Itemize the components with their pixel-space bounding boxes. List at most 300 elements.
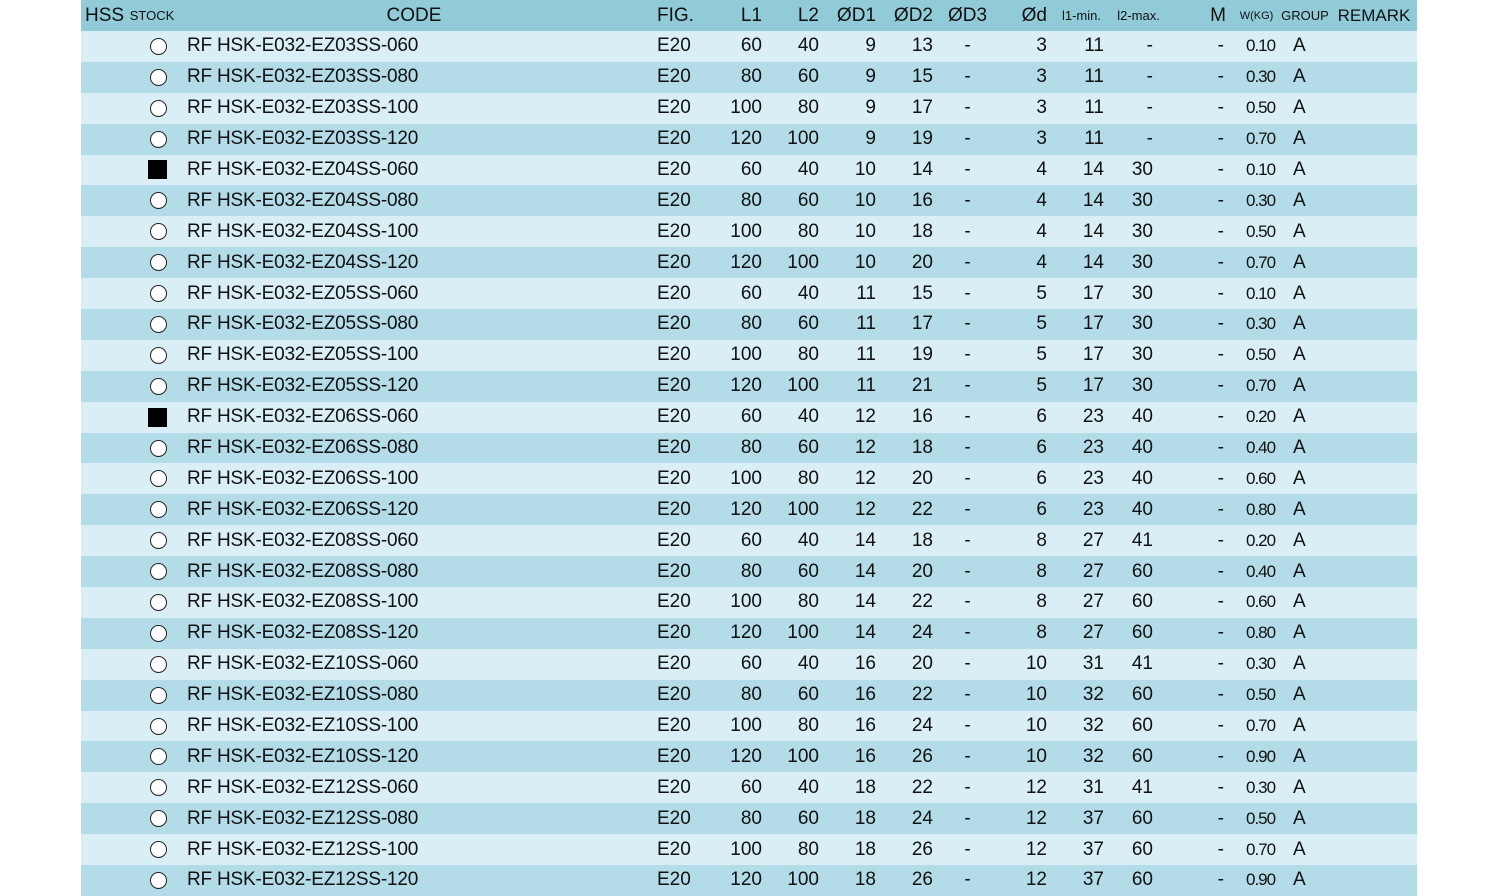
cell-l2-max: 41 xyxy=(1110,772,1167,803)
table-row xyxy=(81,463,1417,494)
cell-l1: 100 xyxy=(713,463,768,494)
cell-code: RF HSK-E032-EZ05SS-120 xyxy=(177,371,651,402)
cell-group: A xyxy=(1279,834,1331,865)
cell-l1: 60 xyxy=(713,772,768,803)
cell-d1: 18 xyxy=(825,865,882,896)
cell-l2-max: 60 xyxy=(1110,803,1167,834)
cell-d3: - xyxy=(939,865,996,896)
cell-l1: 80 xyxy=(713,62,768,93)
cell-d1: 9 xyxy=(825,93,882,124)
cell-d1: 16 xyxy=(825,741,882,772)
cell-d2: 21 xyxy=(882,371,939,402)
cell-l1: 80 xyxy=(713,803,768,834)
cell-d3: - xyxy=(939,525,996,556)
cell-d3: - xyxy=(939,185,996,216)
cell-remark xyxy=(1331,402,1417,433)
cell-weight: 0.30 xyxy=(1234,309,1279,340)
cell-l2: 80 xyxy=(768,711,825,742)
cell-l2-max: 60 xyxy=(1110,865,1167,896)
cell-l1-min: 32 xyxy=(1053,711,1110,742)
header-d: Ød xyxy=(996,0,1053,31)
table-row xyxy=(81,865,1417,896)
cell-fig: E20 xyxy=(651,834,713,865)
cell-l2: 40 xyxy=(768,402,825,433)
stock-circle-icon xyxy=(150,192,167,209)
cell-l1-min: 11 xyxy=(1053,93,1110,124)
table-body xyxy=(81,31,1417,896)
table-row xyxy=(81,680,1417,711)
cell-d2: 18 xyxy=(882,525,939,556)
cell-hss xyxy=(81,247,127,278)
cell-d3: - xyxy=(939,247,996,278)
cell-d2: 26 xyxy=(882,834,939,865)
cell-m: - xyxy=(1167,741,1234,772)
cell-l2: 60 xyxy=(768,556,825,587)
cell-remark xyxy=(1331,155,1417,186)
stock-circle-icon xyxy=(150,748,167,765)
stock-circle-icon xyxy=(150,718,167,735)
cell-weight: 0.80 xyxy=(1234,494,1279,525)
cell-d2: 20 xyxy=(882,649,939,680)
cell-weight: 0.10 xyxy=(1234,278,1279,309)
cell-m: - xyxy=(1167,185,1234,216)
header-l2: L2 xyxy=(768,0,825,31)
cell-l2-max: 30 xyxy=(1110,340,1167,371)
cell-d3: - xyxy=(939,62,996,93)
cell-l2-max: - xyxy=(1110,62,1167,93)
cell-d1: 11 xyxy=(825,309,882,340)
cell-group: A xyxy=(1279,494,1331,525)
cell-hss xyxy=(81,680,127,711)
cell-code: RF HSK-E032-EZ06SS-060 xyxy=(177,402,651,433)
cell-group: A xyxy=(1279,772,1331,803)
cell-l2: 40 xyxy=(768,278,825,309)
cell-m: - xyxy=(1167,834,1234,865)
cell-group: A xyxy=(1279,525,1331,556)
cell-l1-min: 14 xyxy=(1053,155,1110,186)
stock-square-icon xyxy=(148,160,167,179)
cell-remark xyxy=(1331,185,1417,216)
cell-code: RF HSK-E032-EZ12SS-060 xyxy=(177,772,651,803)
cell-l1-min: 17 xyxy=(1053,278,1110,309)
cell-fig: E20 xyxy=(651,155,713,186)
stock-circle-icon xyxy=(150,872,167,889)
cell-stock xyxy=(127,402,177,433)
cell-l1-min: 31 xyxy=(1053,772,1110,803)
cell-fig: E20 xyxy=(651,525,713,556)
cell-group: A xyxy=(1279,741,1331,772)
cell-remark xyxy=(1331,247,1417,278)
table-header xyxy=(81,0,1417,31)
cell-d3: - xyxy=(939,803,996,834)
cell-m: - xyxy=(1167,865,1234,896)
cell-stock xyxy=(127,31,177,62)
cell-l2: 40 xyxy=(768,155,825,186)
cell-weight: 0.70 xyxy=(1234,711,1279,742)
stock-circle-icon xyxy=(150,440,167,457)
cell-l1-min: 17 xyxy=(1053,371,1110,402)
cell-stock xyxy=(127,93,177,124)
cell-weight: 0.70 xyxy=(1234,834,1279,865)
cell-weight: 0.70 xyxy=(1234,124,1279,155)
cell-hss xyxy=(81,216,127,247)
cell-l2-max: 40 xyxy=(1110,433,1167,464)
cell-weight: 0.30 xyxy=(1234,185,1279,216)
cell-weight: 0.90 xyxy=(1234,741,1279,772)
cell-weight: 0.40 xyxy=(1234,556,1279,587)
cell-fig: E20 xyxy=(651,711,713,742)
cell-hss xyxy=(81,31,127,62)
cell-stock xyxy=(127,185,177,216)
cell-d1: 9 xyxy=(825,124,882,155)
cell-fig: E20 xyxy=(651,772,713,803)
cell-hss xyxy=(81,741,127,772)
cell-code: RF HSK-E032-EZ08SS-120 xyxy=(177,618,651,649)
cell-group: A xyxy=(1279,556,1331,587)
cell-l1-min: 37 xyxy=(1053,834,1110,865)
cell-weight: 0.20 xyxy=(1234,402,1279,433)
cell-stock xyxy=(127,618,177,649)
cell-d2: 22 xyxy=(882,772,939,803)
stock-circle-icon xyxy=(150,316,167,333)
header-remark: REMARK xyxy=(1331,0,1417,31)
cell-weight: 0.70 xyxy=(1234,371,1279,402)
stock-circle-icon xyxy=(150,223,167,240)
cell-remark xyxy=(1331,649,1417,680)
cell-d: 3 xyxy=(996,62,1053,93)
cell-d: 12 xyxy=(996,834,1053,865)
table-row xyxy=(81,402,1417,433)
cell-d2: 26 xyxy=(882,865,939,896)
cell-weight: 0.50 xyxy=(1234,803,1279,834)
cell-stock xyxy=(127,741,177,772)
cell-l2: 60 xyxy=(768,433,825,464)
cell-code: RF HSK-E032-EZ04SS-060 xyxy=(177,155,651,186)
cell-weight: 0.90 xyxy=(1234,865,1279,896)
cell-code: RF HSK-E032-EZ03SS-120 xyxy=(177,124,651,155)
header-group: GROUP xyxy=(1279,0,1331,31)
cell-d3: - xyxy=(939,618,996,649)
cell-l2-max: - xyxy=(1110,31,1167,62)
cell-hss xyxy=(81,124,127,155)
cell-d1: 16 xyxy=(825,649,882,680)
cell-code: RF HSK-E032-EZ10SS-060 xyxy=(177,649,651,680)
cell-l1: 120 xyxy=(713,494,768,525)
cell-d2: 15 xyxy=(882,278,939,309)
cell-l2-max: 60 xyxy=(1110,587,1167,618)
cell-l1: 100 xyxy=(713,711,768,742)
cell-d3: - xyxy=(939,463,996,494)
cell-d3: - xyxy=(939,741,996,772)
cell-d: 5 xyxy=(996,371,1053,402)
cell-d2: 24 xyxy=(882,618,939,649)
cell-stock xyxy=(127,371,177,402)
stock-circle-icon xyxy=(150,625,167,642)
header-l1-min: l1-min. xyxy=(1053,0,1110,31)
cell-group: A xyxy=(1279,124,1331,155)
cell-fig: E20 xyxy=(651,741,713,772)
cell-weight: 0.30 xyxy=(1234,649,1279,680)
table-row xyxy=(81,247,1417,278)
cell-remark xyxy=(1331,865,1417,896)
cell-d1: 12 xyxy=(825,433,882,464)
cell-hss xyxy=(81,371,127,402)
cell-stock xyxy=(127,525,177,556)
cell-remark xyxy=(1331,216,1417,247)
cell-weight: 0.50 xyxy=(1234,340,1279,371)
header-weight: W(KG) xyxy=(1234,0,1279,31)
table-row xyxy=(81,834,1417,865)
cell-d1: 12 xyxy=(825,402,882,433)
cell-l1: 100 xyxy=(713,216,768,247)
table-row xyxy=(81,93,1417,124)
cell-d: 4 xyxy=(996,247,1053,278)
cell-hss xyxy=(81,185,127,216)
cell-m: - xyxy=(1167,31,1234,62)
cell-l2-max: 60 xyxy=(1110,556,1167,587)
stock-circle-icon xyxy=(150,347,167,364)
cell-d: 10 xyxy=(996,680,1053,711)
cell-code: RF HSK-E032-EZ12SS-100 xyxy=(177,834,651,865)
cell-group: A xyxy=(1279,93,1331,124)
cell-l1-min: 17 xyxy=(1053,309,1110,340)
cell-d3: - xyxy=(939,309,996,340)
cell-d2: 16 xyxy=(882,185,939,216)
stock-circle-icon xyxy=(150,131,167,148)
cell-weight: 0.30 xyxy=(1234,772,1279,803)
cell-hss xyxy=(81,711,127,742)
cell-remark xyxy=(1331,834,1417,865)
cell-hss xyxy=(81,525,127,556)
cell-m: - xyxy=(1167,155,1234,186)
cell-d1: 10 xyxy=(825,216,882,247)
cell-fig: E20 xyxy=(651,649,713,680)
cell-l2-max: 60 xyxy=(1110,618,1167,649)
cell-l1: 120 xyxy=(713,124,768,155)
header-row xyxy=(81,0,1417,31)
cell-l1: 120 xyxy=(713,618,768,649)
cell-code: RF HSK-E032-EZ05SS-080 xyxy=(177,309,651,340)
cell-stock xyxy=(127,834,177,865)
cell-d: 8 xyxy=(996,556,1053,587)
stock-circle-icon xyxy=(150,687,167,704)
cell-fig: E20 xyxy=(651,803,713,834)
cell-d2: 22 xyxy=(882,680,939,711)
cell-d2: 22 xyxy=(882,494,939,525)
cell-code: RF HSK-E032-EZ12SS-080 xyxy=(177,803,651,834)
cell-weight: 0.10 xyxy=(1234,155,1279,186)
stock-circle-icon xyxy=(150,378,167,395)
cell-d1: 9 xyxy=(825,31,882,62)
cell-d: 8 xyxy=(996,587,1053,618)
cell-stock xyxy=(127,340,177,371)
cell-d3: - xyxy=(939,433,996,464)
cell-remark xyxy=(1331,463,1417,494)
cell-group: A xyxy=(1279,587,1331,618)
table-row xyxy=(81,556,1417,587)
header-fig: FIG. xyxy=(651,0,713,31)
cell-d: 5 xyxy=(996,278,1053,309)
cell-code: RF HSK-E032-EZ12SS-120 xyxy=(177,865,651,896)
cell-l1: 80 xyxy=(713,309,768,340)
header-l2-max: l2-max. xyxy=(1110,0,1167,31)
cell-l2-max: 30 xyxy=(1110,371,1167,402)
cell-stock xyxy=(127,247,177,278)
cell-weight: 0.60 xyxy=(1234,587,1279,618)
table-row xyxy=(81,618,1417,649)
cell-weight: 0.20 xyxy=(1234,525,1279,556)
cell-remark xyxy=(1331,62,1417,93)
cell-stock xyxy=(127,587,177,618)
cell-m: - xyxy=(1167,556,1234,587)
header-l1: L1 xyxy=(713,0,768,31)
cell-code: RF HSK-E032-EZ03SS-060 xyxy=(177,31,651,62)
stock-circle-icon xyxy=(150,501,167,518)
cell-d1: 14 xyxy=(825,618,882,649)
cell-remark xyxy=(1331,93,1417,124)
cell-m: - xyxy=(1167,247,1234,278)
table-row xyxy=(81,371,1417,402)
cell-hss xyxy=(81,433,127,464)
cell-l2: 100 xyxy=(768,494,825,525)
cell-fig: E20 xyxy=(651,278,713,309)
cell-fig: E20 xyxy=(651,556,713,587)
table-row xyxy=(81,803,1417,834)
cell-remark xyxy=(1331,309,1417,340)
cell-l1: 60 xyxy=(713,525,768,556)
cell-d1: 11 xyxy=(825,278,882,309)
cell-l1: 80 xyxy=(713,556,768,587)
cell-l2: 100 xyxy=(768,865,825,896)
table-row xyxy=(81,155,1417,186)
cell-l1: 120 xyxy=(713,371,768,402)
cell-stock xyxy=(127,216,177,247)
cell-hss xyxy=(81,556,127,587)
cell-l1: 60 xyxy=(713,402,768,433)
cell-d: 6 xyxy=(996,463,1053,494)
cell-l2: 80 xyxy=(768,834,825,865)
cell-fig: E20 xyxy=(651,340,713,371)
cell-fig: E20 xyxy=(651,185,713,216)
cell-l1-min: 14 xyxy=(1053,185,1110,216)
cell-group: A xyxy=(1279,433,1331,464)
cell-d2: 26 xyxy=(882,741,939,772)
cell-d3: - xyxy=(939,772,996,803)
cell-m: - xyxy=(1167,711,1234,742)
cell-l1: 80 xyxy=(713,185,768,216)
cell-remark xyxy=(1331,587,1417,618)
cell-code: RF HSK-E032-EZ05SS-100 xyxy=(177,340,651,371)
cell-d1: 18 xyxy=(825,834,882,865)
cell-l1-min: 23 xyxy=(1053,494,1110,525)
cell-d2: 14 xyxy=(882,155,939,186)
cell-stock xyxy=(127,155,177,186)
cell-l1: 60 xyxy=(713,649,768,680)
cell-d3: - xyxy=(939,31,996,62)
cell-remark xyxy=(1331,371,1417,402)
cell-d1: 16 xyxy=(825,711,882,742)
cell-d: 4 xyxy=(996,216,1053,247)
cell-code: RF HSK-E032-EZ05SS-060 xyxy=(177,278,651,309)
cell-hss xyxy=(81,618,127,649)
cell-fig: E20 xyxy=(651,62,713,93)
cell-hss xyxy=(81,62,127,93)
cell-weight: 0.40 xyxy=(1234,433,1279,464)
cell-d3: - xyxy=(939,278,996,309)
cell-l2: 100 xyxy=(768,618,825,649)
header-code: CODE xyxy=(177,0,651,31)
cell-d3: - xyxy=(939,680,996,711)
cell-m: - xyxy=(1167,124,1234,155)
cell-remark xyxy=(1331,618,1417,649)
cell-stock xyxy=(127,556,177,587)
cell-remark xyxy=(1331,278,1417,309)
cell-d: 6 xyxy=(996,402,1053,433)
cell-hss xyxy=(81,278,127,309)
cell-hss xyxy=(81,834,127,865)
cell-l1: 60 xyxy=(713,155,768,186)
cell-l2: 80 xyxy=(768,587,825,618)
cell-l2: 100 xyxy=(768,371,825,402)
cell-fig: E20 xyxy=(651,618,713,649)
cell-l2-max: 41 xyxy=(1110,649,1167,680)
stock-circle-icon xyxy=(150,254,167,271)
cell-remark xyxy=(1331,433,1417,464)
cell-hss xyxy=(81,803,127,834)
stock-circle-icon xyxy=(150,563,167,580)
cell-remark xyxy=(1331,340,1417,371)
cell-d2: 15 xyxy=(882,62,939,93)
cell-d: 8 xyxy=(996,525,1053,556)
cell-m: - xyxy=(1167,680,1234,711)
cell-l1-min: 23 xyxy=(1053,402,1110,433)
cell-l2-max: - xyxy=(1110,93,1167,124)
cell-group: A xyxy=(1279,618,1331,649)
cell-m: - xyxy=(1167,463,1234,494)
cell-d1: 14 xyxy=(825,556,882,587)
cell-hss xyxy=(81,340,127,371)
cell-remark xyxy=(1331,772,1417,803)
cell-l1-min: 17 xyxy=(1053,340,1110,371)
table-row xyxy=(81,124,1417,155)
cell-d3: - xyxy=(939,834,996,865)
cell-d1: 9 xyxy=(825,62,882,93)
cell-stock xyxy=(127,803,177,834)
cell-remark xyxy=(1331,803,1417,834)
cell-m: - xyxy=(1167,62,1234,93)
cell-d2: 19 xyxy=(882,124,939,155)
header-d2: ØD2 xyxy=(882,0,939,31)
cell-weight: 0.70 xyxy=(1234,247,1279,278)
cell-m: - xyxy=(1167,803,1234,834)
cell-stock xyxy=(127,865,177,896)
cell-l1-min: 31 xyxy=(1053,649,1110,680)
cell-d3: - xyxy=(939,155,996,186)
cell-d2: 20 xyxy=(882,463,939,494)
cell-l2-max: 60 xyxy=(1110,680,1167,711)
cell-group: A xyxy=(1279,803,1331,834)
cell-weight: 0.80 xyxy=(1234,618,1279,649)
cell-fig: E20 xyxy=(651,31,713,62)
cell-d1: 16 xyxy=(825,680,882,711)
cell-m: - xyxy=(1167,494,1234,525)
cell-l1-min: 11 xyxy=(1053,31,1110,62)
cell-l1: 120 xyxy=(713,247,768,278)
cell-d: 4 xyxy=(996,155,1053,186)
cell-code: RF HSK-E032-EZ04SS-100 xyxy=(177,216,651,247)
cell-l2: 80 xyxy=(768,463,825,494)
cell-fig: E20 xyxy=(651,124,713,155)
